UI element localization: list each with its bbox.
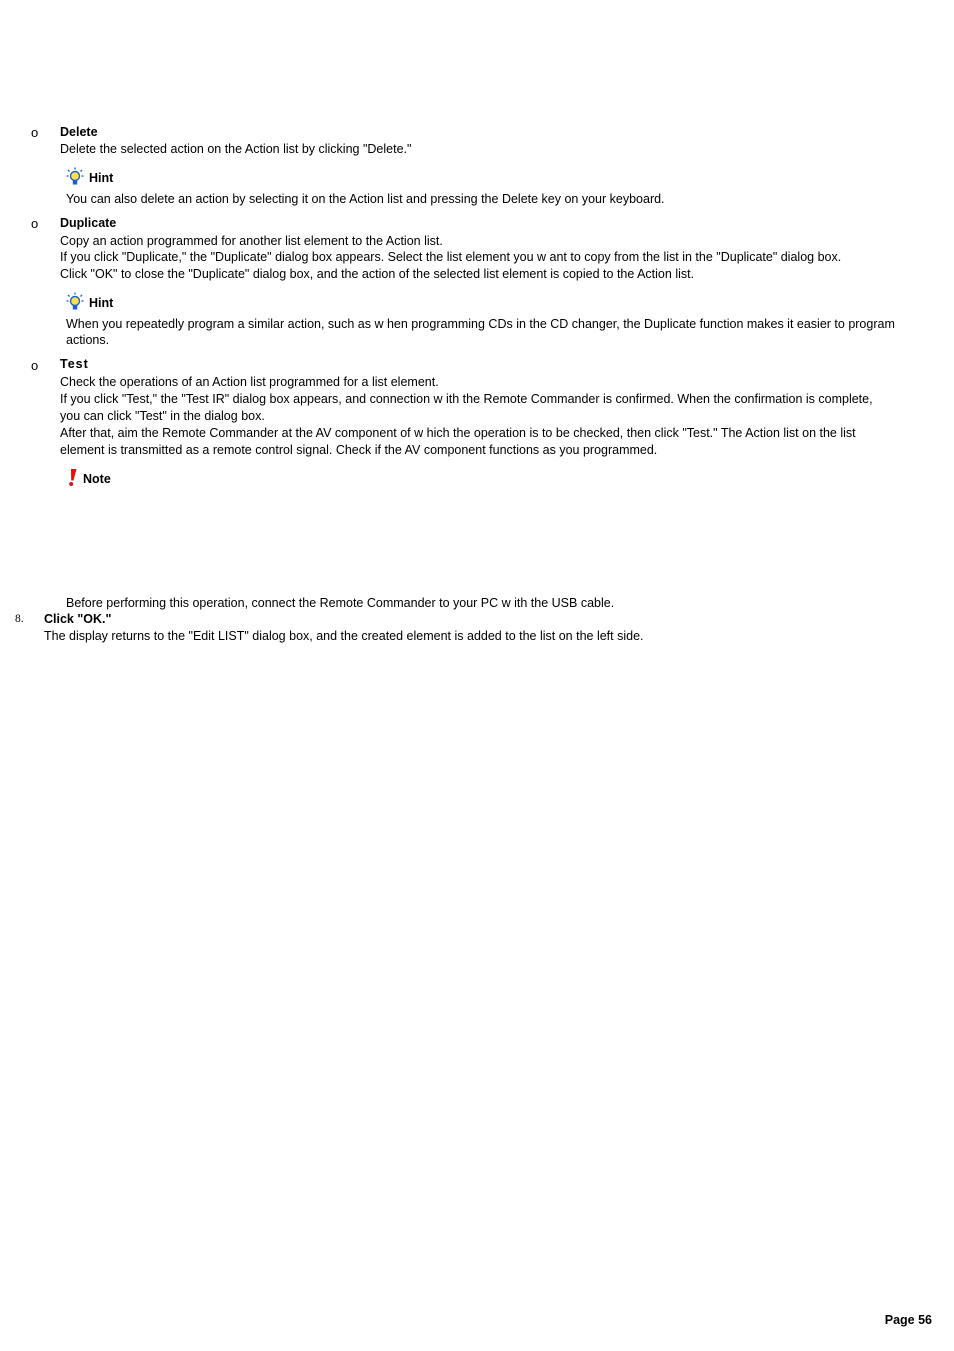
hint-label: Hint (89, 296, 114, 310)
duplicate-text-line: Click "OK" to close the "Duplicate" dialog box, and the action of the selected list element is copied to the Action list. (60, 267, 695, 281)
heading-duplicate: Duplicate (60, 216, 117, 230)
lightbulb-icon (66, 167, 84, 190)
note-label: Note (83, 472, 111, 486)
note-text-line: Before performing this operation, connect the Remote Commander to your PC w ith the USB cable. (66, 596, 615, 610)
test-text-line: element is transmitted as a remote control signal. Check if the AV component functions as you programmed. (60, 443, 658, 457)
bullet-duplicate: o (31, 216, 39, 231)
step-text-line: The display returns to the "Edit LIST" dialog box, and the created element is added to the list on the left side. (44, 629, 644, 643)
lightbulb-icon (66, 292, 84, 315)
bullet-delete: o (31, 125, 39, 140)
test-text-line: Check the operations of an Action list programmed for a list element. (60, 375, 439, 389)
step-heading: Click "OK." (44, 612, 112, 626)
heading-delete: Delete (60, 125, 98, 139)
step-number: 8. (15, 613, 24, 625)
hint-label: Hint (89, 171, 114, 185)
duplicate-text-line: Copy an action programmed for another list element to the Action list. (60, 234, 443, 248)
delete-text-line: Delete the selected action on the Action list by clicking "Delete." (60, 142, 412, 156)
test-text-line: After that, aim the Remote Commander at the AV component of w hich the operation is to be checked, then click "Test." The Action list on the list (60, 426, 856, 440)
test-text-line: If you click "Test," the "Test IR" dialog box appears, and connection w ith the Remote Commander is confirmed. When the confirmation is complete, (60, 392, 873, 406)
test-text-line: you can click "Test" in the dialog box. (60, 409, 265, 423)
page-number: Page 56 (884, 1313, 932, 1327)
heading-test: Test (60, 357, 89, 371)
duplicate-text-line: If you click "Duplicate," the "Duplicate" dialog box appears. Select the list element you w ant to copy from the list in the "Duplicate" dialog box. (60, 250, 842, 264)
hint-text-line: You can also delete an action by selecting it on the Action list and pressing the Delete key on your keyboard. (66, 192, 665, 206)
bullet-test: o (31, 358, 39, 373)
exclamation-icon (67, 468, 78, 490)
hint-text-line: actions. (66, 333, 110, 347)
hint-text-line: When you repeatedly program a similar action, such as w hen programming CDs in the CD changer, the Duplicate function makes it easier to program (66, 317, 895, 331)
